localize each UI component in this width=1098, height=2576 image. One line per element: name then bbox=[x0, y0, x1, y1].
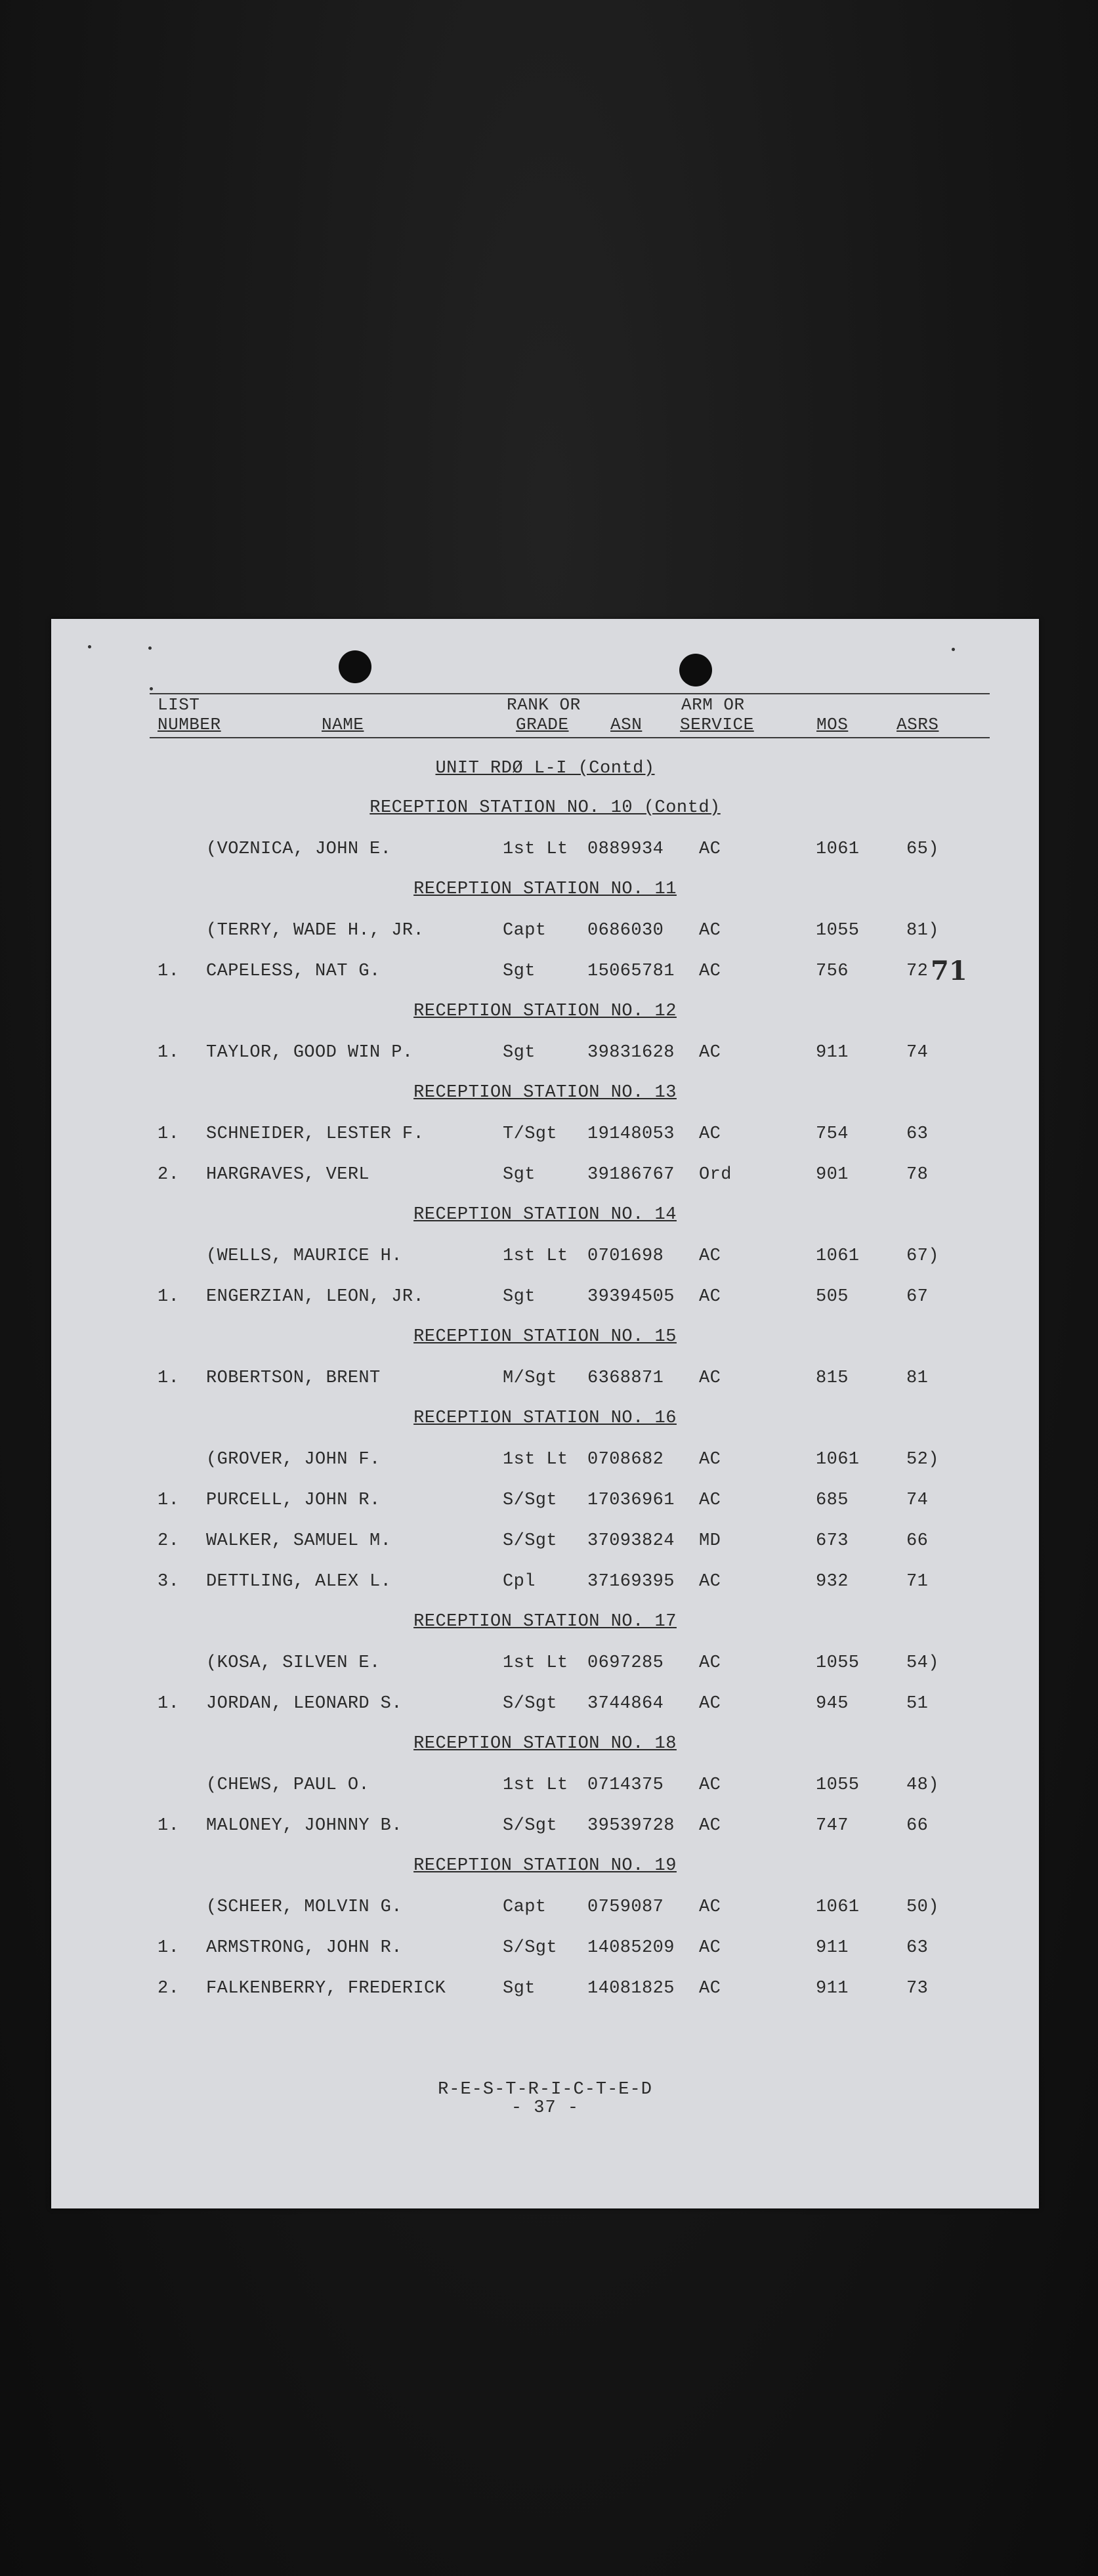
soldier-name: (GROVER, JOHN F. bbox=[206, 1450, 381, 1469]
soldier-name: WALKER, SAMUEL M. bbox=[206, 1531, 392, 1551]
page-number: - 37 - bbox=[511, 2098, 580, 2118]
soldier-name: (SCHEER, MOLVIN G. bbox=[206, 1897, 402, 1917]
asn-value: 37169395 bbox=[587, 1572, 675, 1592]
section-title: RECEPTION STATION NO. 17 bbox=[413, 1612, 677, 1632]
list-number: 2. bbox=[158, 1165, 180, 1185]
soldier-name: SCHNEIDER, LESTER F. bbox=[206, 1124, 425, 1144]
rank-grade: S/Sgt bbox=[503, 1816, 558, 1836]
list-number: 1. bbox=[158, 1043, 180, 1063]
asn-value: 6368871 bbox=[587, 1368, 664, 1388]
soldier-name: CAPELESS, NAT G. bbox=[206, 961, 381, 981]
table-row bbox=[51, 1530, 1039, 1552]
asn-value: 0708682 bbox=[587, 1450, 664, 1469]
table-row bbox=[51, 960, 1039, 982]
list-number: 2. bbox=[158, 1979, 180, 1998]
asn-value: 15065781 bbox=[587, 961, 675, 981]
asn-value: 0759087 bbox=[587, 1897, 664, 1917]
rank-grade: Cpl bbox=[503, 1572, 536, 1592]
section-title: RECEPTION STATION NO. 18 bbox=[413, 1734, 677, 1754]
mos-value: 901 bbox=[816, 1165, 849, 1185]
rank-grade: 1st Lt bbox=[503, 1653, 568, 1673]
table-row bbox=[51, 1693, 1039, 1715]
rank-grade: S/Sgt bbox=[503, 1490, 558, 1510]
list-number: 1. bbox=[158, 1287, 180, 1307]
arm-service: AC bbox=[699, 1653, 721, 1673]
soldier-name: JORDAN, LEONARD S. bbox=[206, 1694, 402, 1714]
section-title: RECEPTION STATION NO. 13 bbox=[413, 1083, 677, 1103]
list-number: 1. bbox=[158, 1816, 180, 1836]
section-title: RECEPTION STATION NO. 11 bbox=[413, 879, 677, 899]
soldier-name: TAYLOR, GOOD WIN P. bbox=[206, 1043, 413, 1063]
asrs-value: 74 bbox=[906, 1490, 929, 1510]
classification-footer: R-E-S-T-R-I-C-T-E-D bbox=[438, 2080, 652, 2100]
table-row bbox=[51, 1571, 1039, 1593]
asrs-value: 52) bbox=[906, 1450, 939, 1469]
mos-value: 911 bbox=[816, 1043, 849, 1063]
table-row bbox=[51, 1652, 1039, 1674]
section-title: RECEPTION STATION NO. 19 bbox=[413, 1856, 677, 1876]
table-row bbox=[51, 919, 1039, 942]
asn-value: 0697285 bbox=[587, 1653, 664, 1673]
punch-hole-left bbox=[339, 650, 371, 683]
list-number: 1. bbox=[158, 1694, 180, 1714]
asn-value: 19148053 bbox=[587, 1124, 675, 1144]
rank-grade: S/Sgt bbox=[503, 1531, 558, 1551]
rank-grade: 1st Lt bbox=[503, 1450, 568, 1469]
mos-value: 1061 bbox=[816, 839, 860, 859]
arm-service: AC bbox=[699, 1938, 721, 1958]
table-row bbox=[51, 1448, 1039, 1471]
asrs-value: 63 bbox=[906, 1124, 929, 1144]
table-row bbox=[51, 1896, 1039, 1918]
mos-value: 505 bbox=[816, 1287, 849, 1307]
rank-grade: S/Sgt bbox=[503, 1694, 558, 1714]
table-row bbox=[51, 1042, 1039, 1064]
soldier-name: (WELLS, MAURICE H. bbox=[206, 1246, 402, 1266]
header-list-number-line2: NUMBER bbox=[158, 715, 221, 734]
mos-value: 932 bbox=[816, 1572, 849, 1592]
mos-value: 1061 bbox=[816, 1897, 860, 1917]
arm-service: AC bbox=[699, 1124, 721, 1144]
arm-service: AC bbox=[699, 1572, 721, 1592]
soldier-name: (VOZNICA, JOHN E. bbox=[206, 839, 392, 859]
table-row bbox=[51, 1489, 1039, 1511]
mos-value: 1055 bbox=[816, 1653, 860, 1673]
asn-value: 17036961 bbox=[587, 1490, 675, 1510]
table-row bbox=[51, 1286, 1039, 1308]
handwritten-number: 71 bbox=[931, 956, 967, 986]
soldier-name: ARMSTRONG, JOHN R. bbox=[206, 1938, 402, 1958]
list-number: 1. bbox=[158, 961, 180, 981]
mos-value: 1055 bbox=[816, 921, 860, 940]
arm-service: AC bbox=[699, 1490, 721, 1510]
header-name: NAME bbox=[322, 715, 364, 734]
list-number: 1. bbox=[158, 1490, 180, 1510]
rank-grade: 1st Lt bbox=[503, 839, 568, 859]
arm-service: AC bbox=[699, 1897, 721, 1917]
soldier-name: MALONEY, JOHNNY B. bbox=[206, 1816, 402, 1836]
asrs-value: 67) bbox=[906, 1246, 939, 1266]
asn-value: 39186767 bbox=[587, 1165, 675, 1185]
arm-service: AC bbox=[699, 1246, 721, 1266]
soldier-name: (TERRY, WADE H., JR. bbox=[206, 921, 425, 940]
asn-value: 0889934 bbox=[587, 839, 664, 859]
asrs-value: 63 bbox=[906, 1938, 929, 1958]
asn-value: 39394505 bbox=[587, 1287, 675, 1307]
table-row bbox=[51, 1367, 1039, 1389]
section-title: RECEPTION STATION NO. 15 bbox=[413, 1327, 677, 1347]
mos-value: 754 bbox=[816, 1124, 849, 1144]
mos-value: 945 bbox=[816, 1694, 849, 1714]
table-row bbox=[51, 1815, 1039, 1837]
list-number: 3. bbox=[158, 1572, 180, 1592]
mos-value: 911 bbox=[816, 1979, 849, 1998]
soldier-name: HARGRAVES, VERL bbox=[206, 1165, 370, 1185]
list-number: 1. bbox=[158, 1938, 180, 1958]
asrs-value: 74 bbox=[906, 1043, 929, 1063]
speck bbox=[952, 648, 955, 651]
arm-service: AC bbox=[699, 1287, 721, 1307]
arm-service: Ord bbox=[699, 1165, 732, 1185]
arm-service: AC bbox=[699, 1450, 721, 1469]
arm-service: AC bbox=[699, 1816, 721, 1836]
table-row bbox=[51, 838, 1039, 860]
arm-service: AC bbox=[699, 961, 721, 981]
asrs-value: 73 bbox=[906, 1979, 929, 1998]
asrs-value: 71 bbox=[906, 1572, 929, 1592]
soldier-name: PURCELL, JOHN R. bbox=[206, 1490, 381, 1510]
table-row bbox=[51, 1245, 1039, 1267]
unit-title: UNIT RDØ L-I (Contd) bbox=[435, 759, 655, 778]
soldier-name: ROBERTSON, BRENT bbox=[206, 1368, 381, 1388]
soldier-name: FALKENBERRY, FREDERICK bbox=[206, 1979, 446, 1998]
asn-value: 14085209 bbox=[587, 1938, 675, 1958]
arm-service: AC bbox=[699, 1694, 721, 1714]
asn-value: 39831628 bbox=[587, 1043, 675, 1063]
asrs-value: 50) bbox=[906, 1897, 939, 1917]
arm-service: AC bbox=[699, 1368, 721, 1388]
header-arm-line2: SERVICE bbox=[680, 715, 754, 734]
table-row bbox=[51, 1123, 1039, 1145]
arm-service: AC bbox=[699, 1775, 721, 1795]
rank-grade: T/Sgt bbox=[503, 1124, 558, 1144]
asn-value: 0701698 bbox=[587, 1246, 664, 1266]
rank-grade: Sgt bbox=[503, 1043, 536, 1063]
rank-grade: Sgt bbox=[503, 1979, 536, 1998]
soldier-name: (CHEWS, PAUL O. bbox=[206, 1775, 370, 1795]
list-number: 2. bbox=[158, 1531, 180, 1551]
header-bottom-rule bbox=[150, 737, 990, 738]
rank-grade: M/Sgt bbox=[503, 1368, 558, 1388]
header-mos: MOS bbox=[816, 715, 849, 734]
mos-value: 1061 bbox=[816, 1246, 860, 1266]
section-title: RECEPTION STATION NO. 14 bbox=[413, 1205, 677, 1225]
list-number: 1. bbox=[158, 1368, 180, 1388]
arm-service: AC bbox=[699, 921, 721, 940]
arm-service: AC bbox=[699, 1979, 721, 1998]
header-rank-line2: GRADE bbox=[516, 715, 569, 734]
asrs-value: 78 bbox=[906, 1165, 929, 1185]
soldier-name: DETTLING, ALEX L. bbox=[206, 1572, 392, 1592]
asrs-value: 65) bbox=[906, 839, 939, 859]
header-rank-line1: RANK OR bbox=[507, 695, 581, 715]
asn-value: 14081825 bbox=[587, 1979, 675, 1998]
section-title: RECEPTION STATION NO. 10 (Contd) bbox=[370, 798, 721, 818]
asrs-value: 67 bbox=[906, 1287, 929, 1307]
table-row bbox=[51, 1937, 1039, 1959]
header-arm-line1: ARM OR bbox=[681, 695, 745, 715]
punch-hole-right bbox=[679, 654, 712, 686]
mos-value: 815 bbox=[816, 1368, 849, 1388]
section-title: RECEPTION STATION NO. 16 bbox=[413, 1408, 677, 1428]
asn-value: 39539728 bbox=[587, 1816, 675, 1836]
asn-value: 3744864 bbox=[587, 1694, 664, 1714]
rank-grade: 1st Lt bbox=[503, 1775, 568, 1795]
asrs-value: 48) bbox=[906, 1775, 939, 1795]
mos-value: 673 bbox=[816, 1531, 849, 1551]
header-top-rule bbox=[150, 693, 990, 694]
soldier-name: (KOSA, SILVEN E. bbox=[206, 1653, 381, 1673]
mos-value: 1061 bbox=[816, 1450, 860, 1469]
speck bbox=[150, 687, 153, 690]
asrs-value: 66 bbox=[906, 1531, 929, 1551]
header-asrs: ASRS bbox=[897, 715, 939, 734]
arm-service: MD bbox=[699, 1531, 721, 1551]
speck bbox=[88, 645, 91, 648]
asrs-value: 72 bbox=[906, 961, 929, 981]
arm-service: AC bbox=[699, 839, 721, 859]
rank-grade: Sgt bbox=[503, 961, 536, 981]
rank-grade: Sgt bbox=[503, 1287, 536, 1307]
asrs-value: 54) bbox=[906, 1653, 939, 1673]
asn-value: 0714375 bbox=[587, 1775, 664, 1795]
header-asn: ASN bbox=[610, 715, 643, 734]
list-number: 1. bbox=[158, 1124, 180, 1144]
mos-value: 747 bbox=[816, 1816, 849, 1836]
mos-value: 756 bbox=[816, 961, 849, 981]
speck bbox=[148, 646, 152, 650]
table-row bbox=[51, 1977, 1039, 2000]
rank-grade: Sgt bbox=[503, 1165, 536, 1185]
rank-grade: 1st Lt bbox=[503, 1246, 568, 1266]
rank-grade: S/Sgt bbox=[503, 1938, 558, 1958]
rank-grade: Capt bbox=[503, 1897, 547, 1917]
table-row bbox=[51, 1164, 1039, 1186]
asrs-value: 51 bbox=[906, 1694, 929, 1714]
asn-value: 37093824 bbox=[587, 1531, 675, 1551]
soldier-name: ENGERZIAN, LEON, JR. bbox=[206, 1287, 425, 1307]
section-title: RECEPTION STATION NO. 12 bbox=[413, 1002, 677, 1021]
mos-value: 911 bbox=[816, 1938, 849, 1958]
mos-value: 1055 bbox=[816, 1775, 860, 1795]
mos-value: 685 bbox=[816, 1490, 849, 1510]
arm-service: AC bbox=[699, 1043, 721, 1063]
asn-value: 0686030 bbox=[587, 921, 664, 940]
table-row bbox=[51, 1774, 1039, 1796]
asrs-value: 66 bbox=[906, 1816, 929, 1836]
rank-grade: Capt bbox=[503, 921, 547, 940]
document-page bbox=[51, 619, 1039, 2208]
asrs-value: 81) bbox=[906, 921, 939, 940]
asrs-value: 81 bbox=[906, 1368, 929, 1388]
header-list-number-line1: LIST bbox=[158, 695, 200, 715]
